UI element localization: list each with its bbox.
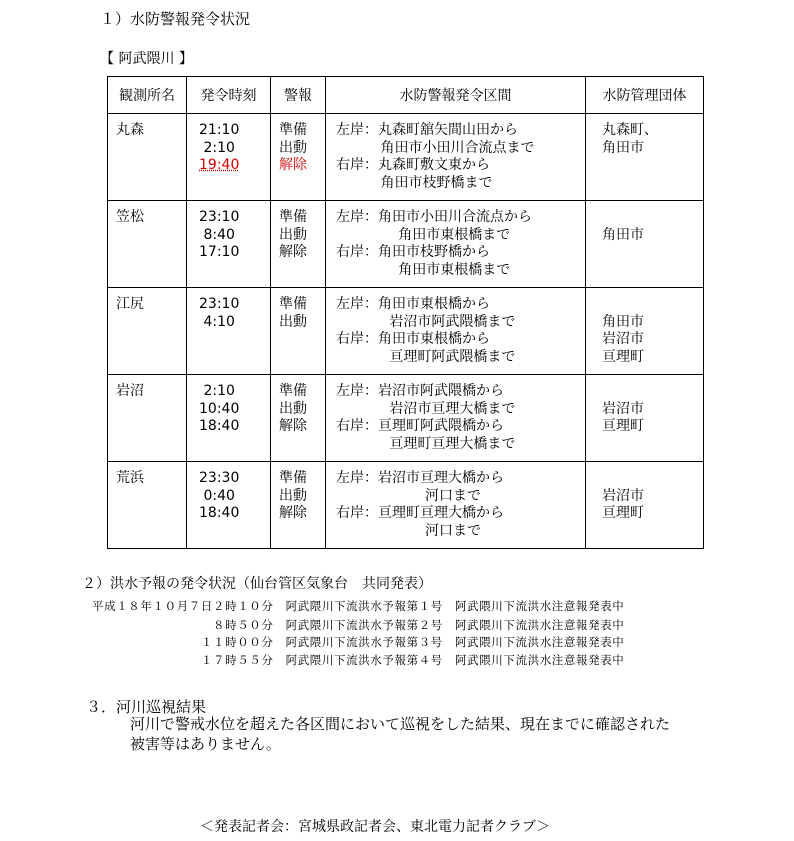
range-cell-line: 亘理町亘理大橋まで bbox=[336, 435, 516, 452]
table-row bbox=[108, 462, 704, 549]
range-cell-line: 左岸：角田市東根橋から bbox=[336, 296, 490, 312]
range-cell-line: 左岸：丸森町舘矢間山田から bbox=[336, 122, 518, 138]
alert-cell-line: 出動 bbox=[279, 400, 307, 417]
org-cell-line: 角田市 bbox=[602, 226, 644, 243]
time-cell-line: 23:10 bbox=[199, 296, 240, 312]
time-cell-line: 23:30 bbox=[199, 470, 240, 486]
alert-cell-line: 準備 bbox=[279, 296, 307, 312]
range-cell-line: 右岸：角田市東根橋から bbox=[336, 331, 490, 347]
org-cell bbox=[586, 288, 704, 375]
org-cell-line: 亘理町 bbox=[602, 418, 644, 434]
org-cell-line: 岩沼市 bbox=[602, 487, 644, 504]
time-cell-line: 2:10 bbox=[199, 139, 235, 156]
station-name: 岩沼 bbox=[116, 383, 144, 399]
table-row bbox=[108, 288, 704, 375]
range-cell-line: 左岸：岩沼市阿武隈橋から bbox=[336, 383, 504, 399]
time-cell-line: 21:10 bbox=[199, 122, 240, 138]
alert-cell-line: 解除 bbox=[279, 244, 307, 260]
range-cell-line: 右岸：丸森町敷文東から bbox=[336, 157, 490, 173]
range-cell-line: 河口まで bbox=[336, 487, 482, 504]
range-cell-line: 左岸：岩沼市亘理大橋から bbox=[336, 470, 504, 486]
time-cell-line: 18:40 bbox=[199, 418, 240, 434]
range-cell-line: 亘理町阿武隈橋まで bbox=[336, 348, 516, 365]
alert-cell bbox=[271, 201, 326, 288]
org-cell-line: 岩沼市 bbox=[602, 400, 644, 417]
org-cell bbox=[586, 201, 704, 288]
station-name: 笠松 bbox=[116, 209, 144, 225]
forecast-line: １７時５５分 阿武隈川下流洪水予報第４号 阿武隈川下流洪水注意報発表中 bbox=[92, 653, 625, 667]
section3-body bbox=[130, 714, 670, 754]
section3-line: 被害等はありません。 bbox=[130, 735, 281, 753]
station-cell bbox=[108, 462, 187, 549]
org-cell bbox=[586, 375, 704, 462]
river-label: 【 阿武隈川 】 bbox=[100, 51, 193, 67]
header-org: 水防管理団体 bbox=[586, 77, 704, 114]
section3-line: 河川で警戒水位を超えた各区間において巡視をした結果、現在までに確認された bbox=[130, 715, 671, 733]
time-cell bbox=[187, 375, 271, 462]
time-cell-line: 0:40 bbox=[199, 487, 235, 504]
org-cell-line: 丸森町、 bbox=[602, 122, 658, 138]
time-cell-line: 2:10 bbox=[199, 383, 235, 399]
station-name: 荒浜 bbox=[116, 470, 144, 486]
time-cell bbox=[187, 201, 271, 288]
alert-cell-line: 準備 bbox=[279, 209, 307, 225]
time-cell bbox=[187, 462, 271, 549]
range-cell bbox=[326, 288, 586, 375]
alert-cell-line: 出動 bbox=[279, 226, 307, 243]
org-cell-line bbox=[602, 296, 703, 314]
alert-cell-line: 解除 bbox=[279, 505, 307, 521]
range-cell-line: 河口まで bbox=[336, 522, 482, 539]
station-name: 丸森 bbox=[116, 122, 144, 138]
table-header-row bbox=[108, 77, 704, 114]
alert-cell bbox=[271, 462, 326, 549]
range-cell-line: 右岸：亘理町阿武隈橋から bbox=[336, 418, 504, 434]
header-range: 水防警報発令区間 bbox=[326, 77, 586, 114]
time-cell-line: 10:40 bbox=[199, 400, 240, 417]
org-cell-line bbox=[602, 209, 703, 227]
org-cell-line: 角田市 bbox=[602, 313, 644, 330]
forecast-line: ８時５０分 阿武隈川下流洪水予報第２号 阿武隈川下流洪水注意報発表中 bbox=[92, 618, 625, 632]
forecast-line: １１時００分 阿武隈川下流洪水予報第３号 阿武隈川下流洪水注意報発表中 bbox=[92, 635, 625, 649]
range-cell-line: 右岸：亘理町亘理大橋から bbox=[336, 505, 504, 521]
station-name: 江尻 bbox=[116, 296, 144, 312]
station-cell bbox=[108, 114, 187, 201]
table-row bbox=[108, 114, 704, 201]
org-cell-line bbox=[602, 470, 703, 488]
range-cell-line: 角田市東根橋まで bbox=[336, 261, 511, 278]
org-cell-line: 亘理町 bbox=[602, 348, 644, 365]
forecast-line: 平成１８年１０月７日２時１０分 阿武隈川下流洪水予報第１号 阿武隈川下流洪水注意報発表中 bbox=[92, 599, 625, 613]
time-cell-line: 23:10 bbox=[199, 209, 240, 225]
flood-warning-table bbox=[107, 76, 704, 549]
range-cell bbox=[326, 114, 586, 201]
alert-cell-line: 出動 bbox=[279, 313, 307, 330]
time-cell-line: 18:40 bbox=[199, 505, 240, 521]
alert-cell-line: 解除 bbox=[279, 418, 307, 434]
table-row bbox=[108, 375, 704, 462]
range-cell-line: 左岸：角田市小田川合流点から bbox=[336, 209, 532, 225]
org-cell-line: 角田市 bbox=[602, 139, 644, 156]
time-cell bbox=[187, 288, 271, 375]
range-cell-line: 角田市枝野橋まで bbox=[336, 174, 493, 191]
table-row bbox=[108, 201, 704, 288]
org-cell-line: 亘理町 bbox=[602, 505, 644, 521]
range-cell-line: 岩沼市亘理大橋まで bbox=[336, 400, 516, 417]
org-cell-line bbox=[602, 383, 703, 401]
range-cell-line: 岩沼市阿武隈橋まで bbox=[336, 313, 516, 330]
alert-cell-line: 準備 bbox=[279, 383, 307, 399]
range-cell-line: 角田市東根橋まで bbox=[336, 226, 511, 243]
time-cell-line: 8:40 bbox=[199, 226, 235, 243]
alert-cell-line: 解除 bbox=[279, 157, 307, 173]
footer-note: ＜発表記者会：宮城県政記者会、東北電力記者クラブ＞ bbox=[200, 819, 550, 835]
section1-title: １）水防警報発令状況 bbox=[100, 10, 251, 28]
org-cell bbox=[586, 462, 704, 549]
alert-cell bbox=[271, 375, 326, 462]
time-cell-line: 17:10 bbox=[199, 244, 240, 260]
alert-cell-line: 準備 bbox=[279, 470, 307, 486]
range-cell-line: 角田市小田川合流点まで bbox=[336, 139, 535, 156]
alert-cell-line: 出動 bbox=[279, 487, 307, 504]
station-cell bbox=[108, 288, 187, 375]
time-cell-line: 19:40 bbox=[199, 157, 240, 173]
range-cell-line: 右岸：角田市枝野橋から bbox=[336, 244, 490, 260]
alert-cell-line: 出動 bbox=[279, 139, 307, 156]
alert-cell bbox=[271, 288, 326, 375]
range-cell bbox=[326, 201, 586, 288]
alert-cell-line: 準備 bbox=[279, 122, 307, 138]
range-cell bbox=[326, 375, 586, 462]
org-cell-line: 岩沼市 bbox=[602, 331, 644, 347]
time-cell bbox=[187, 114, 271, 201]
range-cell bbox=[326, 462, 586, 549]
header-station: 観測所名 bbox=[108, 77, 187, 114]
org-cell bbox=[586, 114, 704, 201]
alert-cell bbox=[271, 114, 326, 201]
station-cell bbox=[108, 201, 187, 288]
station-cell bbox=[108, 375, 187, 462]
section2-title: ２）洪水予報の発令状況（仙台管区気象台 共同発表） bbox=[82, 576, 432, 592]
section3-title: ３．河川巡視結果 bbox=[86, 698, 207, 716]
header-time: 発令時刻 bbox=[187, 77, 271, 114]
time-cell-line: 4:10 bbox=[199, 313, 235, 330]
header-alert: 警報 bbox=[271, 77, 326, 114]
